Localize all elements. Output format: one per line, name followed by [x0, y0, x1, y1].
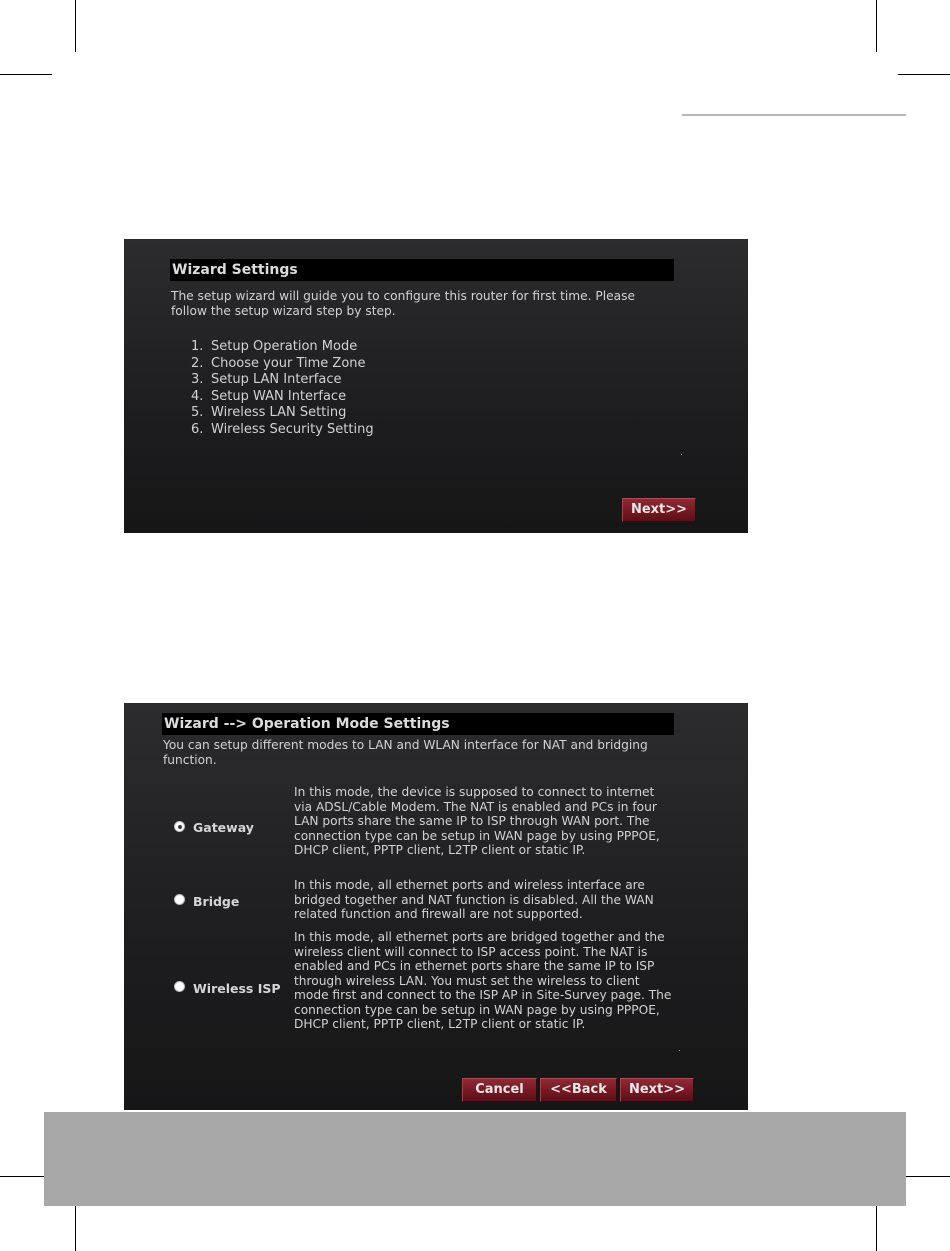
decorative-dot [679, 1050, 680, 1051]
operation-mode-panel [124, 703, 748, 1110]
operation-mode-title: Wizard --> Operation Mode Settings [162, 713, 674, 735]
crop-mark [876, 0, 877, 52]
wireless-isp-label: Wireless ISP [193, 981, 281, 996]
list-item: 6. Wireless Security Setting [191, 421, 374, 437]
operation-mode-intro-text: You can setup different modes to LAN and WLAN interface for NAT and bridging function. [163, 738, 648, 767]
mode-option-gateway [124, 785, 748, 873]
list-item: 3. Setup LAN Interface [191, 372, 342, 387]
bridge-description: In this mode, all ethernet ports and wireless interface are bridged together and NAT function is disabled. All the WAN related function and firewall are not supported. [294, 878, 654, 921]
wizard-intro-text: The setup wizard will guide you to configure this router for first time. Please follow the setup wizard step by step. [171, 289, 635, 318]
decorative-dot [681, 454, 682, 455]
mode-option-bridge [124, 878, 748, 923]
list-item: 4. Setup WAN Interface [191, 388, 347, 404]
cancel-button[interactable]: Cancel [462, 1078, 537, 1102]
list-item: 1. Setup Operation Mode [191, 339, 358, 354]
wizard-steps-list [191, 339, 374, 438]
wireless-isp-description: In this mode, all ethernet ports are bridged together and the wireless client will connect to ISP access point. The NAT is enabled and PCs in ethernet ports share the same IP to ISP through wireless LAN. You must set the wireless to client mode first and connect to the ISP AP in Site-Survey page. The connection type can be setup in WAN page by using PPPOE, DHCP client, PPTP client, L2TP client or static IP. [294, 930, 672, 1031]
next-button[interactable]: Next>> [622, 498, 696, 522]
gateway-radio[interactable] [174, 821, 185, 832]
header-rule [682, 114, 906, 116]
gateway-description: In this mode, the device is supposed to connect to internet via ADSL/Cable Modem. The NAT is enabled and PCs in four LAN ports share the same IP to ISP through WAN port. The connection type can be setup in WAN page by using PPPOE, DHCP client, PPTP client, L2TP client or static IP. [294, 785, 660, 857]
back-button[interactable]: <<Back [540, 1078, 617, 1102]
list-item: 2. Choose your Time Zone [191, 355, 366, 371]
gateway-label: Gateway [193, 820, 254, 835]
next-button[interactable]: Next>> [620, 1078, 694, 1102]
bridge-radio[interactable] [174, 894, 185, 905]
footer-band [44, 1112, 906, 1206]
wizard-settings-panel [124, 239, 748, 533]
crop-mark [898, 74, 950, 75]
list-item: 5. Wireless LAN Setting [191, 405, 347, 420]
crop-mark [0, 74, 52, 75]
mode-option-wireless-isp [124, 930, 748, 1048]
bridge-label: Bridge [193, 894, 240, 909]
crop-mark [75, 0, 76, 52]
wireless-isp-radio[interactable] [174, 981, 185, 992]
wizard-settings-title: Wizard Settings [170, 259, 674, 281]
